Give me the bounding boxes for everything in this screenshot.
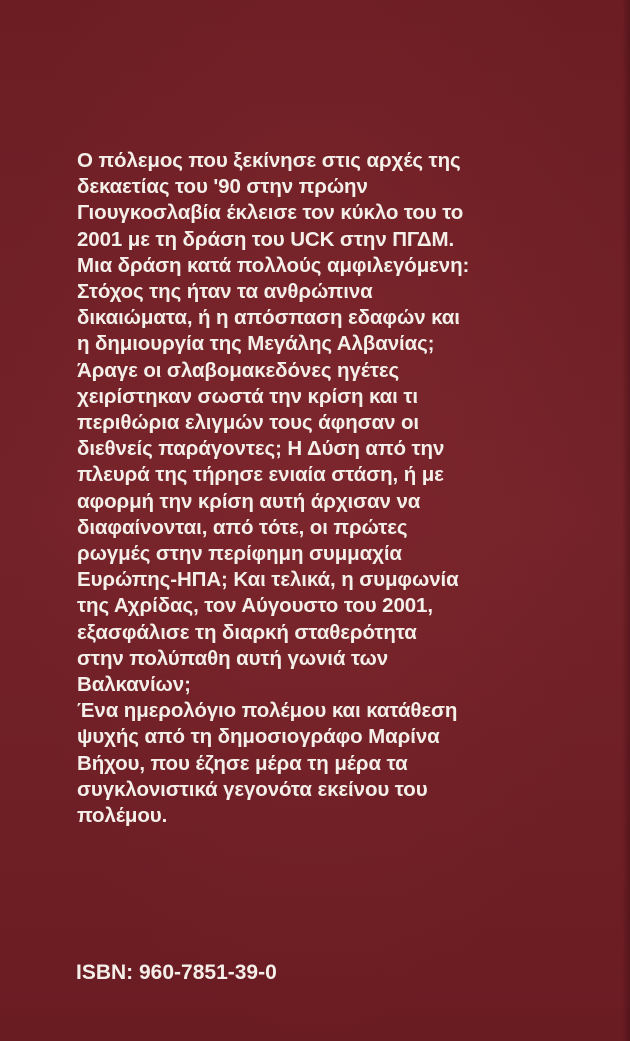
blurb-line-5: Μια δράση κατά πολλούς αμφιλεγόμενη:	[77, 253, 470, 277]
blurb-line-22: Ένα ημερολόγιο πολέμου και κατάθεση	[77, 699, 458, 723]
blurb-line-19: εξασφάλισε τη διαρκή σταθερότητα	[77, 620, 417, 644]
blurb-line-14: αφορμή την κρίση αυτή άρχισαν να	[77, 489, 421, 513]
blurb-line-2: δεκαετίας του '90 στην πρώην	[77, 175, 368, 199]
blurb-line-7: δικαιώματα, ή η απόσπαση εδαφών και	[77, 306, 460, 330]
blurb-line-4: 2001 με τη δράση του UCK στην ΠΓΔΜ.	[77, 227, 455, 251]
blurb-line-18: της Αχρίδας, τον Αύγουστο του 2001,	[77, 594, 433, 618]
blurb-line-1: Ο πόλεμος που ξεκίνησε στις αρχές της	[77, 149, 461, 172]
blurb-line-15: διαφαίνονται, από τότε, οι πρώτες	[77, 515, 408, 539]
blurb-line-26: πολέμου.	[77, 804, 168, 828]
blurb-line-10: χειρίστηκαν σωστά την κρίση και τι	[77, 384, 418, 408]
blurb-line-12: διεθνείς παράγοντες; Η Δύση από την	[77, 437, 445, 461]
blurb-line-17: Ευρώπης-ΗΠΑ; Και τελικά, η συμφωνία	[77, 568, 459, 592]
blurb-line-24: Βήχου, που έζησε μέρα τη μέρα τα	[77, 751, 408, 775]
isbn-label: ISBN: 960-7851-39-0	[76, 961, 277, 984]
blurb-text	[77, 148, 497, 829]
blurb-line-23: ψυχής από τη δημοσιογράφο Μαρίνα	[77, 725, 440, 749]
cover-edge-shadow	[622, 0, 630, 1041]
blurb-line-20: στην πολύπαθη αυτή γωνιά των	[77, 646, 388, 670]
blurb-line-6: Στόχος της ήταν τα ανθρώπινα	[77, 280, 373, 304]
blurb-line-11: περιθώρια ελιγμών τους άφησαν οι	[77, 411, 419, 435]
blurb-line-3: Γιουγκοσλαβία έκλεισε τον κύκλο του το	[77, 201, 464, 225]
blurb-line-13: πλευρά της τήρησε ενιαία στάση, ή με	[77, 463, 444, 487]
blurb-line-25: συγκλονιστικά γεγονότα εκείνου του	[77, 777, 428, 801]
blurb-line-9: Άραγε οι σλαβομακεδόνες ηγέτες	[77, 358, 400, 382]
blurb-line-21: Βαλκανίων;	[77, 673, 191, 697]
blurb-line-16: ρωγμές στην περίφημη συμμαχία	[77, 542, 402, 566]
blurb-line-8: η δημιουργία της Μεγάλης Αλβανίας;	[77, 332, 435, 356]
